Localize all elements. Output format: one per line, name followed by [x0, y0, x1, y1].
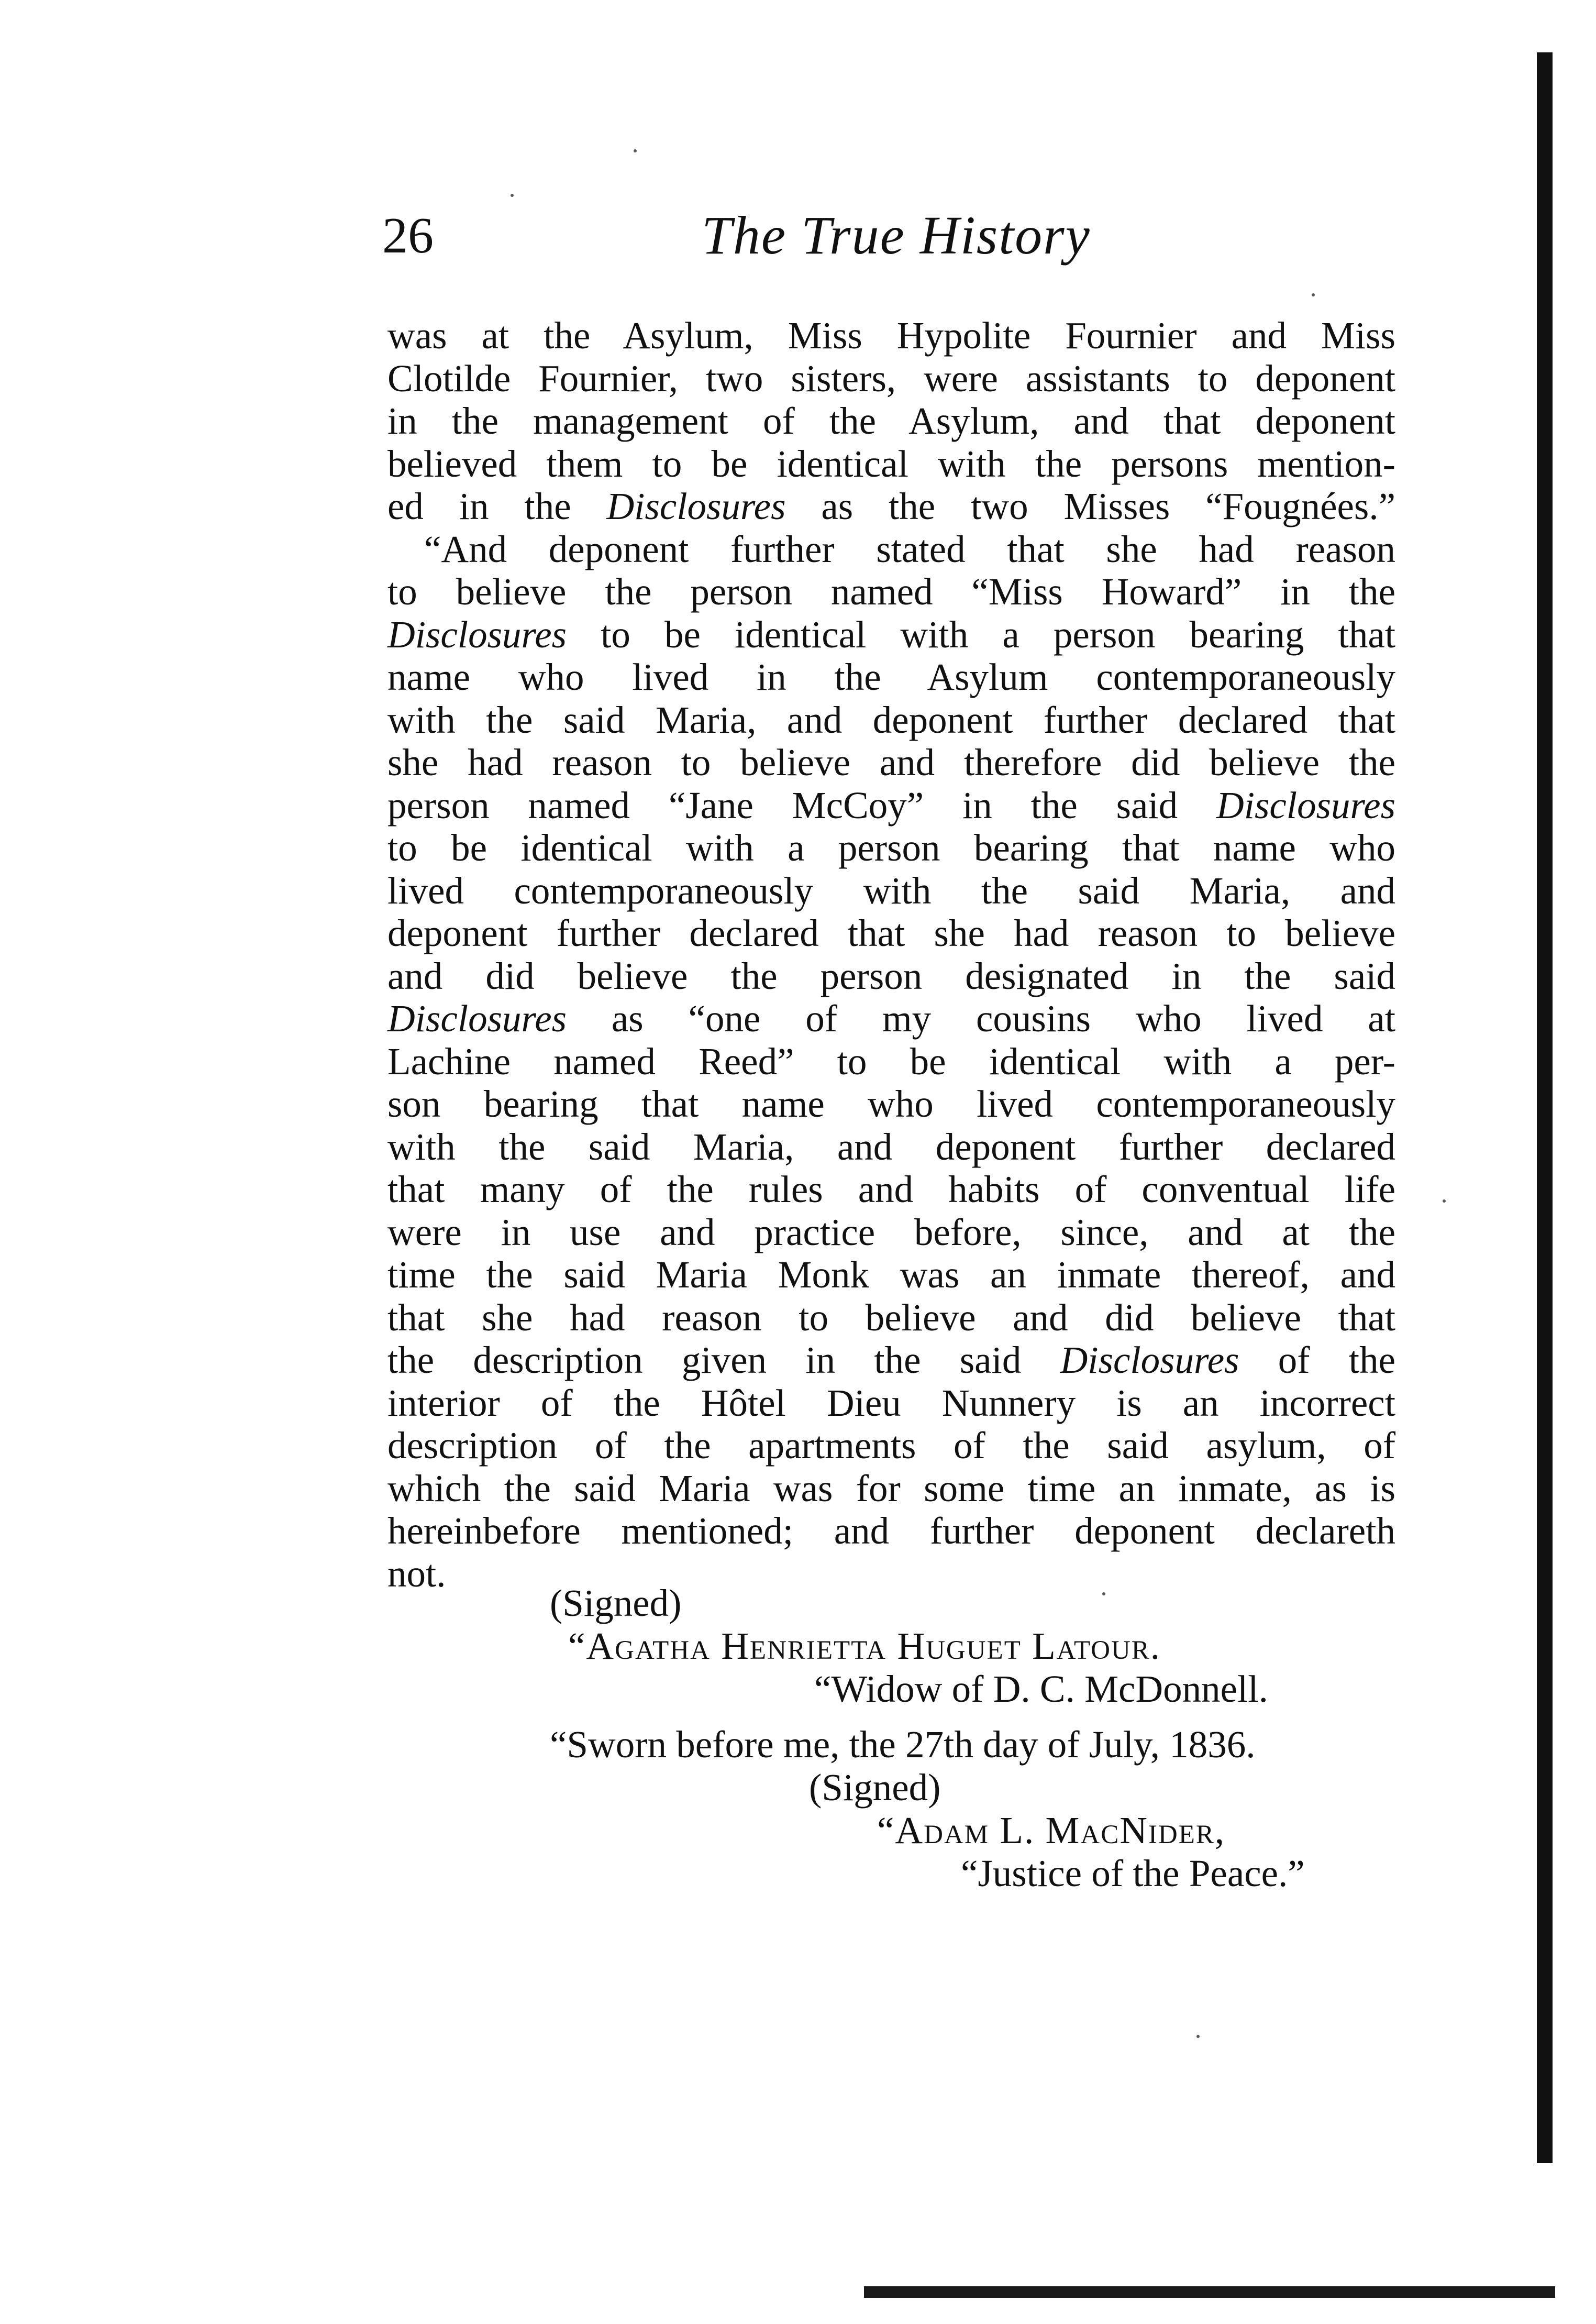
justice-name: “Adam L. MacNider, [877, 1809, 1226, 1852]
book-title: Disclosures [1060, 1339, 1239, 1381]
text-line: hereinbefore mentioned; and further deponent declareth [387, 1510, 1395, 1552]
text-line: Clotilde Fournier, two sisters, were assistants to deponent [387, 357, 1395, 400]
deponent-name: “Agatha Henrietta Huguet Latour. [568, 1625, 1161, 1667]
text-line: “And deponent further stated that she had reason [424, 527, 1395, 570]
page-edge-rule-horizontal [864, 2286, 1555, 2298]
text-line: time the said Maria Monk was an inmate thereof, and [387, 1253, 1395, 1296]
text-line: with the said Maria, and deponent further declared [387, 1125, 1395, 1168]
text-line: that many of the rules and habits of conventual life [387, 1168, 1395, 1210]
text-line: son bearing that name who lived contemporaneously [387, 1083, 1395, 1125]
text-line: Disclosures to be identical with a person bearing that [387, 613, 1395, 656]
text-line: to believe the person named “Miss Howard” in the [387, 570, 1395, 613]
text-line: person named “Jane McCoy” in the said Disclosures [387, 784, 1395, 827]
book-title: Disclosures [387, 997, 567, 1040]
text-line: she had reason to believe and therefore did believe the [387, 741, 1395, 784]
book-title: Disclosures [606, 485, 786, 527]
running-title: The True History [702, 205, 1091, 266]
text-line: were in use and practice before, since, and at the [387, 1210, 1395, 1253]
text-line: interior of the Hôtel Dieu Nunnery is an incorrect [387, 1381, 1395, 1424]
text-line: to be identical with a person bearing that name who [387, 827, 1395, 869]
text-line: Disclosures as “one of my cousins who lived at [387, 997, 1395, 1040]
text-line: was at the Asylum, Miss Hypolite Fournier and Miss [387, 314, 1395, 357]
print-speck [1196, 2035, 1200, 2038]
page-number: 26 [382, 207, 434, 264]
text-line: which the said Maria was for some time an inmate, as is [387, 1467, 1395, 1510]
text-line: Lachine named Reed” to be identical with a per- [387, 1040, 1395, 1083]
text-line: in the management of the Asylum, and that deponent [387, 400, 1395, 442]
text-line: not. [387, 1552, 446, 1595]
sworn-statement: “Sworn before me, the 27th day of July, 1836. [550, 1723, 1256, 1766]
book-title: Disclosures [1216, 784, 1395, 827]
print-speck [1312, 293, 1315, 296]
text-line: and did believe the person designated in the said [387, 954, 1395, 997]
text-line: ed in the Disclosures as the two Misses “Fougnées.” [387, 485, 1395, 527]
text-line: believed them to be identical with the persons mention- [387, 442, 1395, 485]
page-header [382, 204, 1403, 278]
deponent-title: “Widow of D. C. McDonnell. [814, 1668, 1268, 1710]
text-line: the description given in the said Disclosures of the [387, 1339, 1395, 1381]
book-title: Disclosures [387, 613, 567, 656]
signed-label: (Signed) [550, 1582, 682, 1624]
signed-label: (Signed) [809, 1766, 941, 1809]
print-speck [511, 194, 514, 197]
print-speck [634, 149, 637, 152]
print-speck [1443, 1199, 1446, 1203]
text-line: with the said Maria, and deponent further declared that [387, 698, 1395, 741]
page-edge-rule-vertical [1537, 52, 1553, 2163]
text-line: deponent further declared that she had reason to believe [387, 912, 1395, 954]
text-line: that she had reason to believe and did believe that [387, 1296, 1395, 1339]
text-line: description of the apartments of the said asylum, of [387, 1424, 1395, 1467]
text-line: lived contemporaneously with the said Maria, and [387, 869, 1395, 912]
body-text [387, 314, 1395, 1595]
text-line: name who lived in the Asylum contemporaneously [387, 656, 1395, 698]
justice-title: “Justice of the Peace.” [961, 1852, 1305, 1895]
